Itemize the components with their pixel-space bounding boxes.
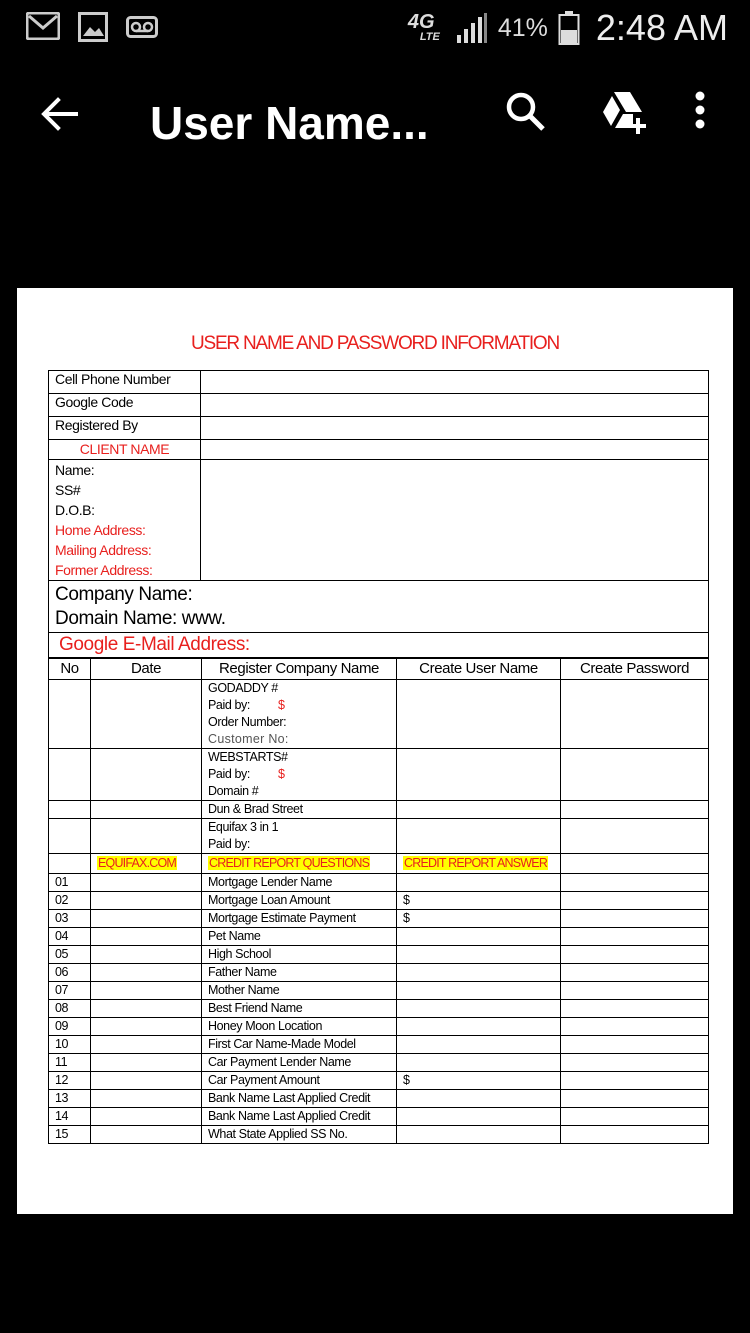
question-date (91, 1054, 202, 1072)
question-no: 06 (49, 964, 91, 982)
question-row (49, 928, 709, 946)
question-row (49, 946, 709, 964)
webstarts-name: WEBSTARTS# (208, 750, 288, 764)
question-password (561, 928, 709, 946)
question-answer (397, 982, 561, 1000)
question-date (91, 964, 202, 982)
client-info-table (48, 370, 709, 659)
godaddy-paid-line: Paid by: $ (208, 698, 285, 712)
question-answer (397, 1090, 561, 1108)
question-no: 07 (49, 982, 91, 1000)
question-row (49, 964, 709, 982)
table-row (49, 460, 709, 581)
question-text: Honey Moon Location (202, 1018, 397, 1036)
question-date (91, 1036, 202, 1054)
question-date (91, 946, 202, 964)
question-row (49, 1072, 709, 1090)
column-header: Create Password (561, 658, 709, 680)
godaddy-cell (202, 680, 397, 749)
column-header: Register Company Name (202, 658, 397, 680)
client-address-line: Former Address: (55, 562, 153, 578)
question-no: 01 (49, 874, 91, 892)
question-date (91, 1090, 202, 1108)
cell (397, 680, 561, 749)
godaddy-customer: Customer No: (208, 732, 289, 746)
battery-percent: 41% (497, 13, 548, 42)
equifax-com-label: EQUIFAX.COM (98, 856, 177, 870)
signal-icon (456, 13, 488, 43)
question-password (561, 1000, 709, 1018)
question-row (49, 1054, 709, 1072)
cell (561, 749, 709, 801)
cell (49, 854, 91, 874)
document-page[interactable] (17, 288, 733, 1214)
client-details (49, 460, 201, 581)
cell (91, 749, 202, 801)
gmail-icon (26, 12, 60, 40)
question-password (561, 1090, 709, 1108)
question-text: What State Applied SS No. (202, 1126, 397, 1144)
client-line: SS# (55, 482, 81, 498)
question-answer (397, 1018, 561, 1036)
question-row (49, 1000, 709, 1018)
question-answer (397, 964, 561, 982)
cell (91, 819, 202, 854)
info-value (201, 394, 709, 417)
question-password (561, 1018, 709, 1036)
question-answer (397, 1054, 561, 1072)
search-icon[interactable] (504, 90, 548, 134)
question-row (49, 982, 709, 1000)
question-text: Car Payment Lender Name (202, 1054, 397, 1072)
webstarts-domain: Domain # (208, 784, 259, 798)
cell (561, 854, 709, 874)
questions-body (49, 874, 709, 1144)
cell (397, 749, 561, 801)
question-row (49, 1126, 709, 1144)
question-text: Mortgage Lender Name (202, 874, 397, 892)
question-row (49, 1018, 709, 1036)
cell (397, 801, 561, 819)
question-no: 10 (49, 1036, 91, 1054)
cell (561, 801, 709, 819)
cell (49, 680, 91, 749)
question-row (49, 1090, 709, 1108)
status-bar (0, 0, 750, 56)
question-row (49, 874, 709, 892)
question-no: 04 (49, 928, 91, 946)
question-row (49, 1108, 709, 1126)
question-text: First Car Name-Made Model (202, 1036, 397, 1054)
table-row (49, 440, 709, 460)
godaddy-order: Order Number: (208, 715, 287, 729)
voicemail-icon (126, 16, 158, 38)
app-bar (0, 56, 750, 186)
credit-questions-label: CREDIT REPORT QUESTIONS (209, 856, 370, 870)
client-line: D.O.B: (55, 502, 95, 518)
question-no: 02 (49, 892, 91, 910)
client-address-line: Home Address: (55, 522, 146, 538)
clock: 2:48 AM (595, 7, 728, 48)
question-password (561, 874, 709, 892)
info-label: Google Code (49, 394, 201, 417)
question-text: Bank Name Last Applied Credit (202, 1108, 397, 1126)
page-title: User Name... (150, 97, 429, 149)
more-vert-icon[interactable] (690, 90, 710, 134)
question-password (561, 1072, 709, 1090)
question-date (91, 928, 202, 946)
question-date (91, 1072, 202, 1090)
cell (91, 854, 202, 874)
question-date (91, 1000, 202, 1018)
question-password (561, 1036, 709, 1054)
equifax-cell (202, 819, 397, 854)
question-no: 14 (49, 1108, 91, 1126)
credit-header-row (49, 854, 709, 874)
table-row (49, 749, 709, 801)
question-answer: $ (397, 892, 561, 910)
client-name-label: CLIENT NAME (49, 440, 201, 460)
question-answer (397, 874, 561, 892)
question-text: Mother Name (202, 982, 397, 1000)
godaddy-name: GODADDY # (208, 681, 278, 695)
question-text: Father Name (202, 964, 397, 982)
document-title: USER NAME AND PASSWORD INFORMATION (190, 333, 560, 354)
column-header: No (49, 658, 91, 680)
cell (397, 819, 561, 854)
table-row (49, 371, 709, 394)
question-password (561, 910, 709, 928)
question-text: Bank Name Last Applied Credit (202, 1090, 397, 1108)
cell (397, 854, 561, 874)
question-no: 11 (49, 1054, 91, 1072)
equifax-name: Equifax 3 in 1 (208, 820, 279, 834)
webstarts-paid-line: Paid by: $ (208, 767, 285, 781)
column-header: Date (91, 658, 202, 680)
client-details-value (201, 460, 709, 581)
cell (91, 680, 202, 749)
webstarts-cell (202, 749, 397, 801)
company-name-label: Company Name: (55, 584, 193, 605)
info-label: Cell Phone Number (49, 371, 201, 394)
back-arrow-icon[interactable] (38, 92, 82, 136)
table-header-row (49, 658, 709, 680)
equifax-paid: Paid by: (208, 837, 250, 851)
question-date (91, 1126, 202, 1144)
question-no: 03 (49, 910, 91, 928)
cell (561, 680, 709, 749)
google-email-label: Google E-Mail Address: (49, 633, 709, 659)
table-row (49, 633, 709, 659)
question-date (91, 874, 202, 892)
question-password (561, 892, 709, 910)
company-domain-cell (49, 581, 709, 633)
column-header: Create User Name (397, 658, 561, 680)
question-answer: $ (397, 1072, 561, 1090)
question-date (91, 1108, 202, 1126)
cell (49, 819, 91, 854)
question-row (49, 1036, 709, 1054)
table-row (49, 819, 709, 854)
cell (49, 801, 91, 819)
question-answer (397, 1036, 561, 1054)
domain-name-label: Domain Name: www. (55, 608, 226, 629)
gallery-icon (78, 12, 108, 42)
question-date (91, 892, 202, 910)
info-label: Registered By (49, 417, 201, 440)
question-row (49, 892, 709, 910)
question-no: 05 (49, 946, 91, 964)
question-text: Best Friend Name (202, 1000, 397, 1018)
dun-brad-cell: Dun & Brad Street (202, 801, 397, 819)
client-name-value (201, 440, 709, 460)
battery-icon (558, 11, 580, 45)
client-address-line: Mailing Address: (55, 542, 152, 558)
question-password (561, 1126, 709, 1144)
table-row (49, 394, 709, 417)
cell (49, 749, 91, 801)
question-no: 12 (49, 1072, 91, 1090)
cell (202, 854, 397, 874)
question-answer (397, 946, 561, 964)
question-text: Pet Name (202, 928, 397, 946)
question-answer: $ (397, 910, 561, 928)
question-no: 13 (49, 1090, 91, 1108)
credit-answer-label: CREDIT REPORT ANSWER (404, 856, 548, 870)
table-row (49, 581, 709, 633)
question-password (561, 946, 709, 964)
question-password (561, 1108, 709, 1126)
question-answer (397, 1126, 561, 1144)
question-password (561, 982, 709, 1000)
question-no: 08 (49, 1000, 91, 1018)
cell (561, 819, 709, 854)
question-no: 09 (49, 1018, 91, 1036)
question-no: 15 (49, 1126, 91, 1144)
question-answer (397, 1108, 561, 1126)
table-row (49, 801, 709, 819)
drive-add-icon[interactable] (600, 90, 648, 136)
question-row (49, 910, 709, 928)
question-password (561, 964, 709, 982)
question-date (91, 1018, 202, 1036)
table-row (49, 680, 709, 749)
accounts-table (48, 657, 709, 1144)
question-password (561, 1054, 709, 1072)
question-text: Mortgage Loan Amount (202, 892, 397, 910)
network-4g-lte-icon: 4G LTE (407, 11, 440, 43)
question-answer (397, 1000, 561, 1018)
question-date (91, 910, 202, 928)
question-answer (397, 928, 561, 946)
table-row (49, 417, 709, 440)
question-text: Mortgage Estimate Payment (202, 910, 397, 928)
question-text: High School (202, 946, 397, 964)
info-value (201, 417, 709, 440)
info-value (201, 371, 709, 394)
question-text: Car Payment Amount (202, 1072, 397, 1090)
question-date (91, 982, 202, 1000)
cell (91, 801, 202, 819)
client-line: Name: (55, 462, 95, 478)
